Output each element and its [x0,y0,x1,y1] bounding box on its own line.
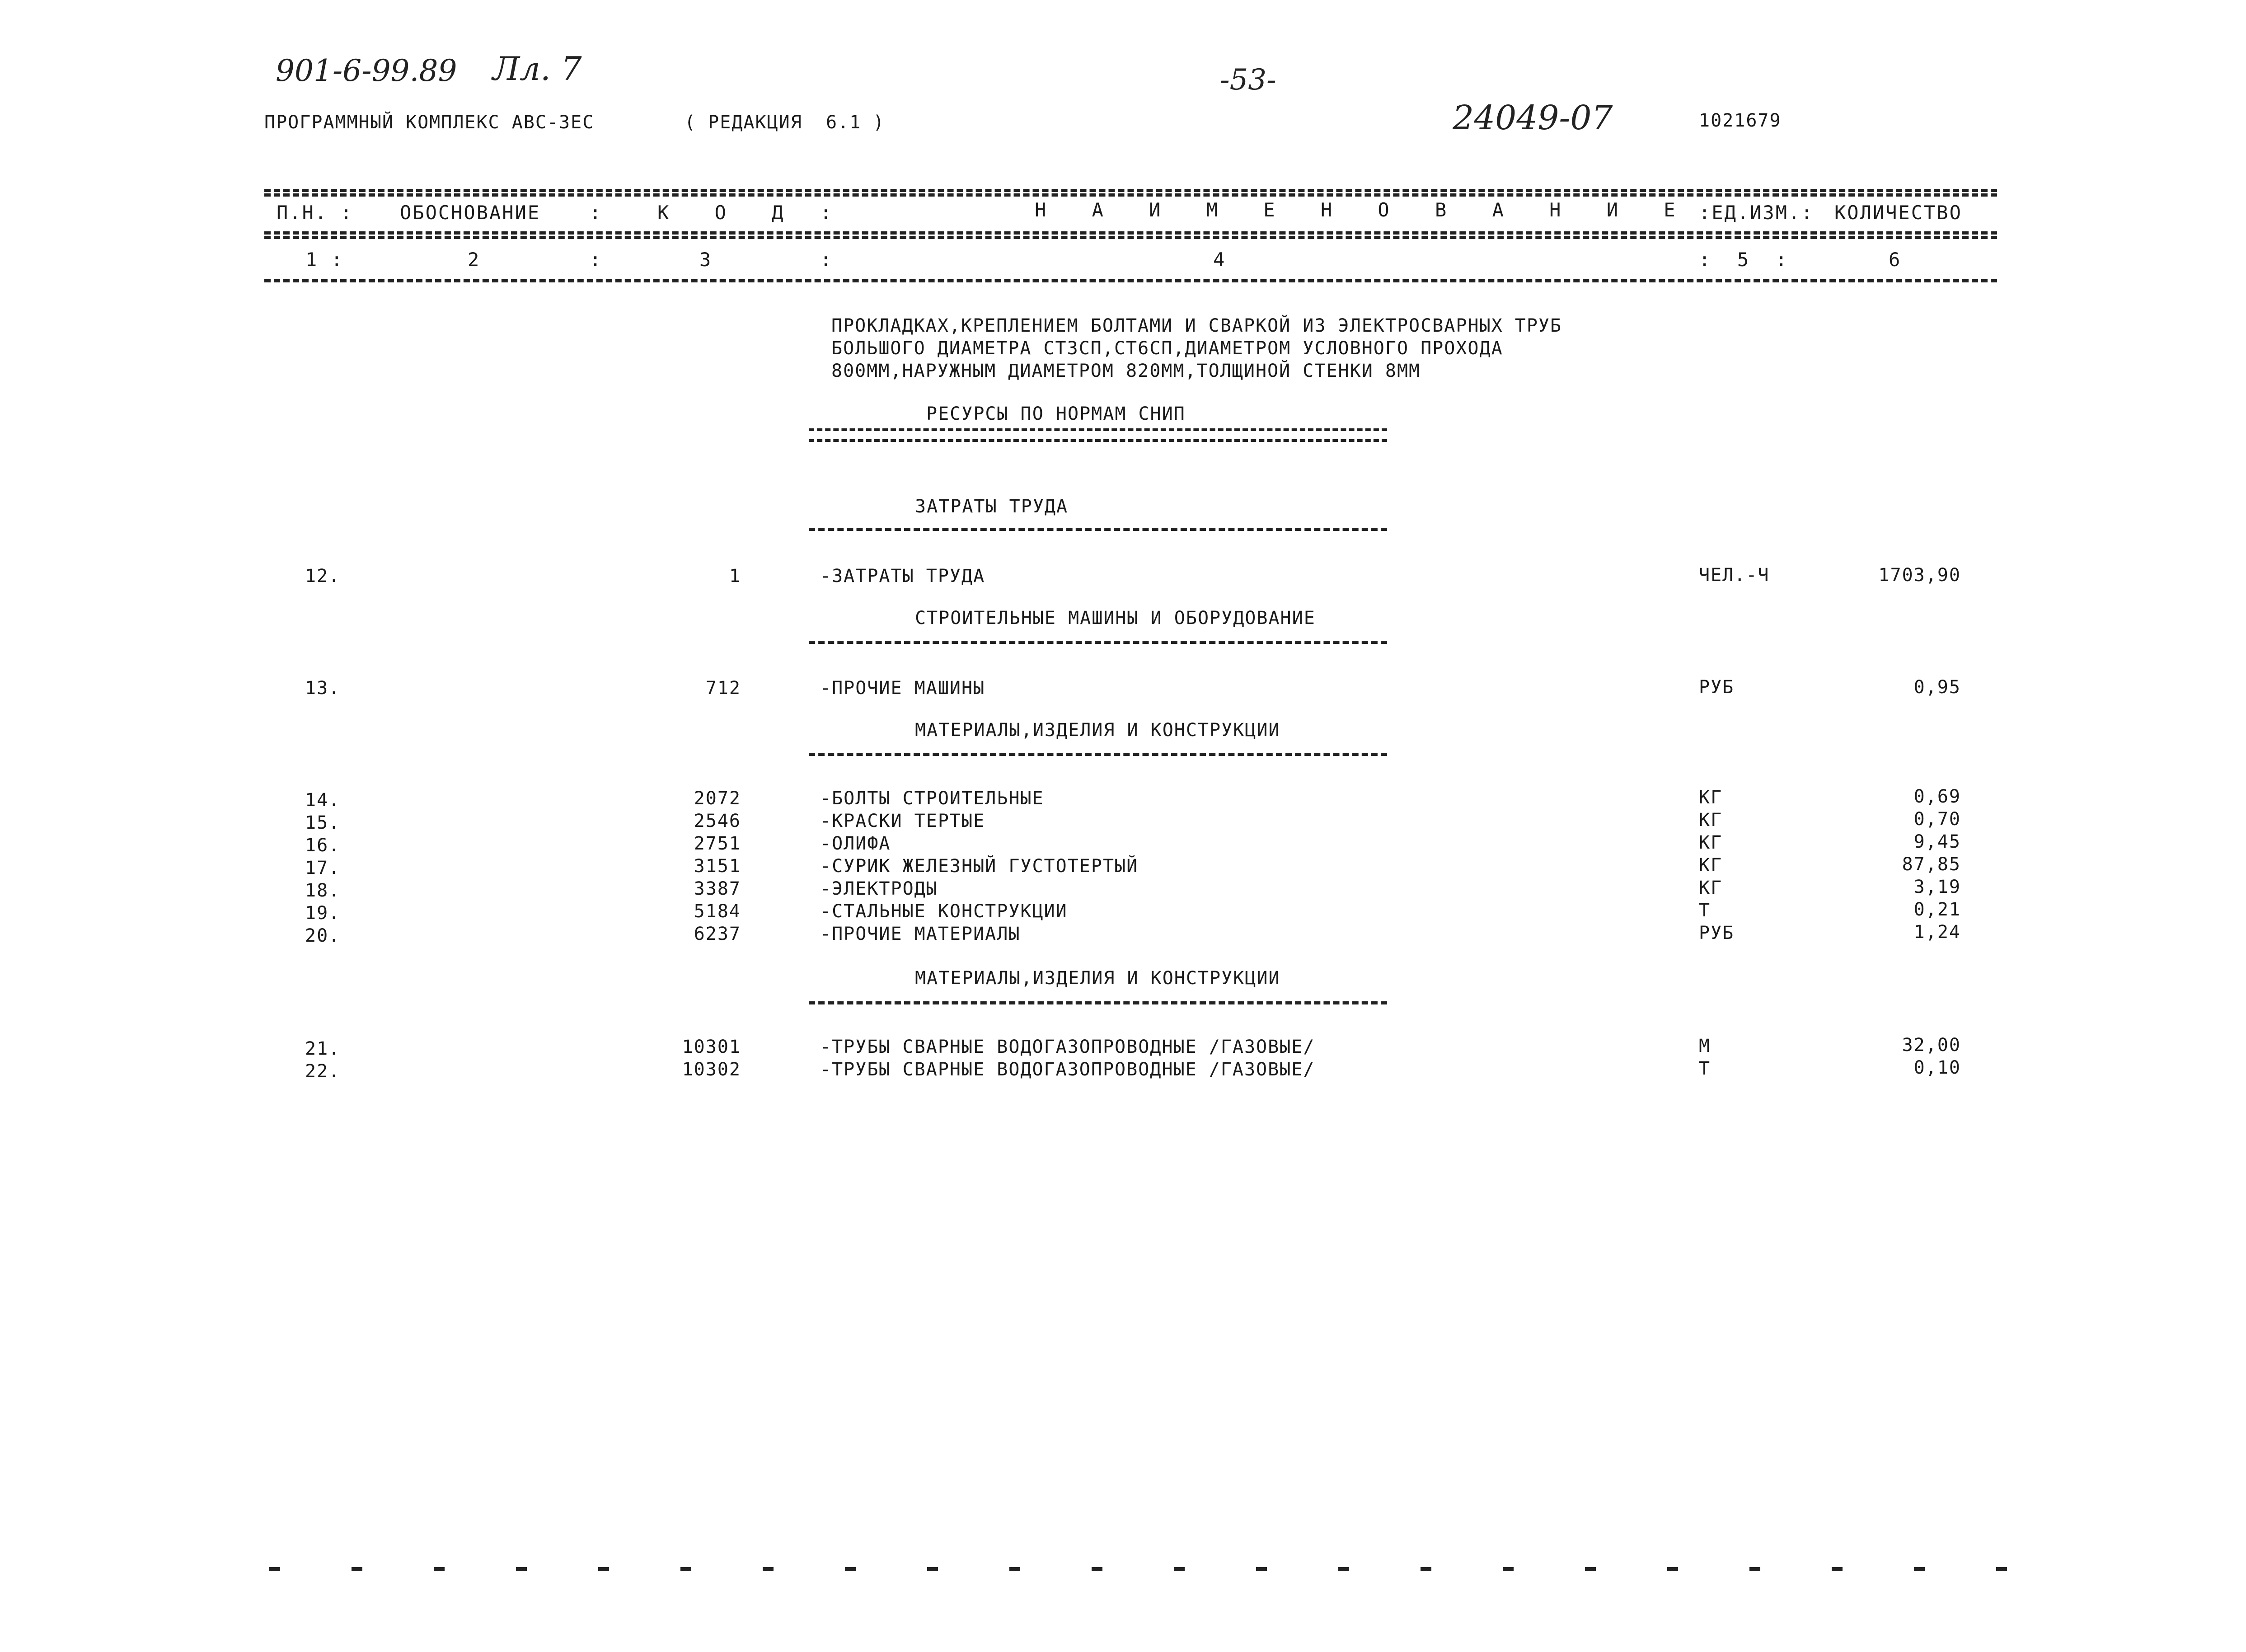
perforation-tick [269,1567,280,1571]
description-line-1: ПРОКЛАДКАХ,КРЕПЛЕНИЕМ БОЛТАМИ И СВАРКОЙ ИЗ ЭЛЕКТРОСВАРНЫХ ТРУБ [831,315,1562,336]
row-unit: КГ [1699,855,1723,876]
col-num-5: : 5 : [1699,249,1789,271]
col-num-1: 1 : [305,249,344,271]
col-title-quantity: КОЛИЧЕСТВО [1834,202,1962,224]
row-quantity: 0,69 [1913,786,1961,807]
description-line-3: 800ММ,НАРУЖНЫМ ДИАМЕТРОМ 820ММ,ТОЛЩИНОЙ СТЕНКИ 8ММ [831,361,1421,381]
perforation-tick [1749,1567,1760,1571]
row-name: -КРАСКИ ТЕРТЫЕ [820,811,985,831]
row-code: 712 [705,678,741,699]
perforation-tick [1421,1567,1431,1571]
row-name: -СТАЛЬНЫЕ КОНСТРУКЦИИ [820,901,1068,922]
section-title-materials: МАТЕРИАЛЫ,ИЗДЕЛИЯ И КОНСТРУКЦИИ [915,720,1280,741]
perforation-tick [1832,1567,1843,1571]
row-name: -ПРОЧИЕ МАШИНЫ [820,678,985,699]
row-unit: КГ [1699,787,1723,808]
col-num-3: 3 [699,249,713,271]
row-unit: КГ [1699,832,1723,853]
col-title-number: П.Н. : [277,202,353,224]
perforation-tick [1338,1567,1349,1571]
row-quantity: 32,00 [1902,1035,1961,1056]
row-number: 14. [305,790,341,811]
row-code: 2751 [694,833,741,854]
row-number: 22. [305,1061,341,1082]
section-title-labour: ЗАТРАТЫ ТРУДА [915,496,1069,517]
row-number: 20. [305,925,341,946]
row-number: 15. [305,812,341,833]
row-unit: Т [1699,1058,1711,1079]
col-title-basis: ОБОСНОВАНИЕ [400,202,541,224]
perforation-tick [434,1567,445,1571]
perforation-tick [1009,1567,1020,1571]
handwritten-project-number: 901-6-99.89 [276,53,457,88]
perforation-tick [1996,1567,2007,1571]
handwritten-sheet: Лл. 7 [492,50,582,88]
perforation-tick [352,1567,362,1571]
col-num-2: 2 [468,249,481,271]
row-name: -ЗАТРАТЫ ТРУДА [820,566,985,587]
row-unit: ЧЕЛ.-Ч [1699,565,1770,586]
row-code: 10301 [682,1037,741,1057]
row-name: -БОЛТЫ СТРОИТЕЛЬНЫЕ [820,788,1044,809]
perforation-tick [598,1567,609,1571]
row-unit: КГ [1699,810,1723,831]
col-title-name: Н А И М Е Н О В А Н И Е [1035,199,1693,221]
resources-double-rule [809,428,1387,442]
row-quantity: 1,24 [1913,922,1961,943]
row-unit: РУБ [1699,923,1735,943]
perforation-tick [1585,1567,1596,1571]
perforation-tick [1503,1567,1514,1571]
description-line-2: БОЛЬШОГО ДИАМЕТРА СТ3СП,СТ6СП,ДИАМЕТРОМ УСЛОВНОГО ПРОХОДА [831,338,1503,359]
perforation-tick [680,1567,691,1571]
row-number: 12. [305,566,341,587]
row-unit: КГ [1699,878,1723,898]
header-rule-mid-2 [264,236,1997,239]
row-unit: РУБ [1699,677,1735,698]
header-rule-mid [264,231,1997,235]
row-quantity: 0,10 [1913,1057,1961,1078]
section-rule-materials [809,753,1387,756]
row-code: 10302 [682,1059,741,1080]
row-number: 18. [305,880,341,901]
row-name: -ОЛИФА [820,833,891,854]
row-name: -ТРУБЫ СВАРНЫЕ ВОДОГАЗОПРОВОДНЫЕ /ГАЗОВЫЕ/ [820,1059,1315,1080]
header-rule-bottom [264,279,1997,282]
row-number: 19. [305,903,341,924]
section-title-machines: СТРОИТЕЛЬНЫЕ МАШИНЫ И ОБОРУДОВАНИЕ [915,608,1316,629]
header-rule-top [264,189,1997,192]
perforation-tick [1256,1567,1267,1571]
row-quantity: 0,21 [1913,899,1961,920]
row-name: -ЭЛЕКТРОДЫ [820,878,938,899]
perforation-tick [845,1567,856,1571]
row-code: 6237 [694,924,741,944]
row-quantity: 9,45 [1913,831,1961,852]
col-num-4: 4 [1213,249,1226,271]
section-rule-machines [809,641,1387,644]
row-code: 2072 [694,788,741,809]
perforation-tick [1174,1567,1185,1571]
section-title-materials-2: МАТЕРИАЛЫ,ИЗДЕЛИЯ И КОНСТРУКЦИИ [915,968,1280,989]
header-rule-top-2 [264,193,1997,197]
col-title-unit: :ЕД.ИЗМ.: [1699,202,1814,224]
row-number: 21. [305,1038,341,1059]
row-quantity: 3,19 [1913,877,1961,897]
program-title: ПРОГРАММНЫЙ КОМПЛЕКС АВС-3ЕС [264,112,595,133]
handwritten-page-number: -53- [1220,63,1276,97]
section-rule-materials-2 [809,1001,1387,1004]
section-rule-labour [809,528,1387,531]
row-name: -ТРУБЫ СВАРНЫЕ ВОДОГАЗОПРОВОДНЫЕ /ГАЗОВЫЕ/ [820,1037,1315,1057]
col-title-sep-1: : [590,202,603,224]
row-number: 13. [305,678,341,699]
row-name: -СУРИК ЖЕЛЕЗНЫЙ ГУСТОТЕРТЫЙ [820,856,1139,877]
row-quantity: 1703,90 [1878,565,1961,586]
perforation-tick [763,1567,774,1571]
row-code: 3387 [694,878,741,899]
row-number: 17. [305,858,341,878]
col-num-sep-2: : [820,249,833,271]
program-code: 1021679 [1699,110,1782,131]
row-code: 2546 [694,811,741,831]
row-number: 16. [305,835,341,856]
col-num-sep-1: : [590,249,603,271]
perforation-tick [1914,1567,1925,1571]
row-code: 1 [729,566,741,587]
col-title-code: К О Д [657,202,801,224]
col-num-6: 6 [1889,249,1902,271]
row-unit: Т [1699,900,1711,921]
row-code: 3151 [694,856,741,877]
perforation-tick [927,1567,938,1571]
row-quantity: 0,95 [1913,677,1961,698]
program-edition: ( РЕДАКЦИЯ 6.1 ) [685,112,885,133]
handwritten-doc-number: 24049-07 [1453,99,1613,137]
resources-title: РЕСУРСЫ ПО НОРМАМ СНИП [926,404,1186,424]
perforation-tick [1092,1567,1102,1571]
row-quantity: 0,70 [1913,809,1961,830]
col-title-sep-2: : [820,202,833,224]
row-name: -ПРОЧИЕ МАТЕРИАЛЫ [820,924,1021,944]
row-quantity: 87,85 [1902,854,1961,875]
perforation-tick [516,1567,527,1571]
perforation-tick [1667,1567,1678,1571]
row-code: 5184 [694,901,741,922]
row-unit: М [1699,1036,1711,1056]
